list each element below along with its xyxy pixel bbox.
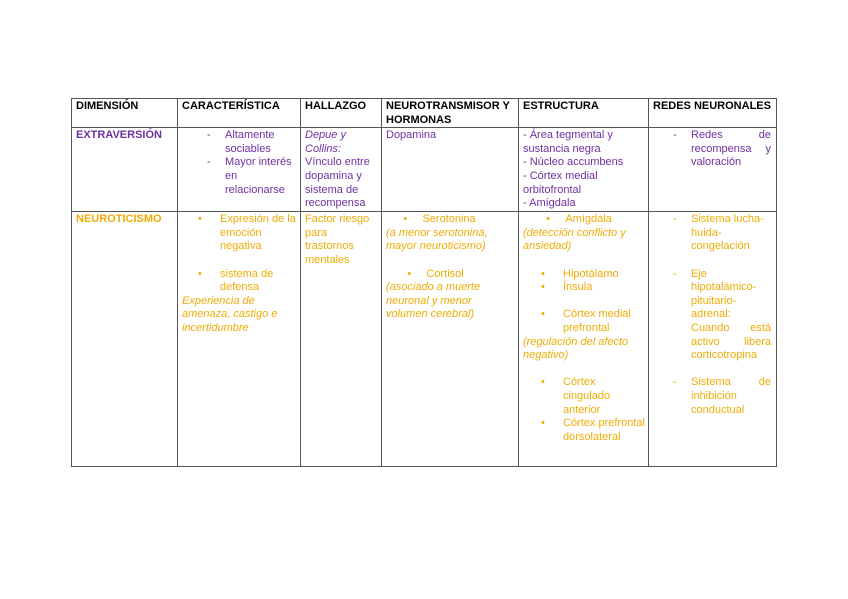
list-item: - Área tegmental y sustancia negra (523, 129, 613, 155)
header-hallazgo: HALLAZGO (301, 99, 382, 128)
list-item: • sistema de defensa (182, 268, 297, 295)
row-extraversion (72, 128, 777, 212)
list-item: - Sistema lucha-huida-congelación (673, 213, 771, 254)
list-item: - Redes de recompensa y valoración (673, 129, 771, 170)
estructura-note: (regulación del afecto negativo) (523, 335, 629, 362)
hallazgo-neuroticismo: Factor riesgo para trastornos mentales (301, 212, 382, 467)
list-item: - Mayor interés en relacionarse (207, 156, 297, 197)
header-dimension: DIMENSIÓN (72, 99, 178, 128)
dimension-extraversion: EXTRAVERSIÓN (72, 128, 178, 212)
list-item: • Serotonina (403, 213, 476, 226)
header-estructura: ESTRUCTURA (519, 99, 649, 128)
list-item: • Expresión de la emoción negativa (182, 213, 297, 254)
header-redes: REDES NEURONALES (649, 99, 777, 128)
personality-table (71, 98, 777, 467)
header-neurotransmisor: NEUROTRANSMISOR Y HORMONAS (382, 99, 519, 128)
list-item: • Cortisol (407, 267, 464, 280)
caracteristica-extraversion (178, 128, 301, 212)
list-item: - Núcleo accumbens (523, 156, 624, 169)
list-item: - Sistema de inhibición conductual (673, 376, 771, 417)
estructura-extraversion (519, 128, 649, 212)
neuro-note: (a menor serotonina, mayor neuroticismo) (386, 226, 488, 253)
list-item: • Córtex cingulado anterior (525, 376, 645, 417)
hallazgo-extraversion (301, 128, 382, 212)
estructura-neuroticismo (519, 212, 649, 467)
list-item: - Altamente sociables (207, 129, 297, 156)
caracteristica-neuroticismo (178, 212, 301, 467)
neuro-extraversion: Dopamina (382, 128, 519, 212)
list-item: • Hipotálamo (525, 268, 645, 282)
hallazgo-authors: Depue y Collins: (305, 129, 346, 155)
estructura-note: (detección conflicto y ansiedad) (523, 226, 626, 253)
neuro-note: (asociado a muerte neuronal y menor volumen cerebral) (386, 281, 481, 321)
header-row (72, 99, 777, 128)
list-item: - Eje hipotalámico-pituitario-adrenal: Cuando está activo libera corticotropina (673, 268, 771, 363)
redes-extraversion (649, 128, 777, 212)
dimension-neuroticismo: NEUROTICISMO (72, 212, 178, 467)
list-item: • Córtex medial prefrontal (525, 308, 645, 335)
header-caracteristica: CARACTERÍSTICA (178, 99, 301, 128)
list-item: • Amígdala (546, 213, 612, 226)
neuro-neuroticismo (382, 212, 519, 467)
caracteristica-note: Experiencia de amenaza, castigo e incertidumbre (182, 294, 278, 334)
hallazgo-text: Vínculo entre dopamina y sistema de recompensa (305, 156, 370, 210)
row-neuroticismo (72, 212, 777, 467)
list-item: - Córtex medial orbitofrontal (523, 169, 598, 196)
redes-neuroticismo (649, 212, 777, 467)
list-item: • Córtex prefrontal dorsolateral (525, 417, 645, 444)
list-item: - Amígdala (523, 197, 576, 210)
list-item: • Ínsula (525, 281, 645, 295)
